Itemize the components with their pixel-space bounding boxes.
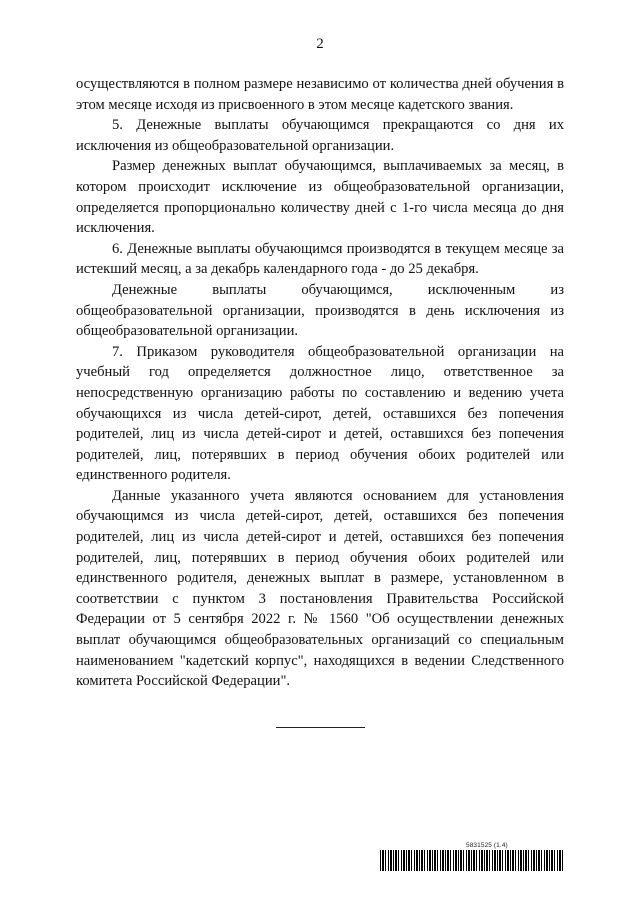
paragraph-item-7: 7. Приказом руководителя общеобразовательной организации на учебный год определяется должностное лицо, ответственное за непосредственную организацию работы по составлению и ведению учета обучающихся из числа детей-сирот, детей, оставшихся без попечения родителей, лиц из числа детей-сирот и детей, оставшихся без попечения родителей, лиц, потерявших в период обучения обоих родителей или единственного родителя. [76, 343, 564, 484]
paragraph-payment-size: Размер денежных выплат обучающимся, выплачиваемых за месяц, в котором происходит исключение из общеобразовательной организации, определяется пропорционально количеству дней с 1-го числа месяца до дня исключения. [76, 158, 564, 237]
page-number: 2 [316, 36, 324, 52]
paragraph-item-6: 6. Денежные выплаты обучающимся производятся в текущем месяце за истекший месяц, а за декабрь календарного года - до 25 декабря. [76, 240, 564, 278]
paragraph-continuation: осуществляются в полном размере независимо от количества дней обучения в этом месяце исходя из присвоенного в этом месяце кадетского звания. [76, 76, 564, 113]
document-code: 5831525 (1.4) [466, 842, 508, 849]
barcode-icon [380, 850, 564, 871]
separator-line [276, 727, 365, 728]
paragraph-accounting-data: Данные указанного учета являются основанием для установления обучающимся из числа детей-сирот, детей, оставшихся без попечения родителей, лиц из числа детей-сирот и детей, оставшихся без попечения родителей, лиц, потерявших в период обучения обоих родителей или единственного родителя, денежных выплат в размере, установленном в соответствии с пунктом 3 постановления Правительства Российской Федерации от 5 сентября 2022 г. № 1560 "Об осуществлении денежных выплат обучающимся общеобразовательных организаций со специальным наименованием "кадетский корпус", находящихся в ведении Следственного комитета Российской Федерации". [76, 487, 564, 690]
paragraph-item-5: 5. Денежные выплаты обучающимся прекращаются со дня их исключения из общеобразовательной организации. [76, 117, 564, 154]
paragraph-excluded-payments: Денежные выплаты обучающимся, исключенным из общеобразовательной организации, производятся в день исключения из общеобразовательной организации. [76, 281, 564, 340]
document-body [76, 74, 564, 692]
